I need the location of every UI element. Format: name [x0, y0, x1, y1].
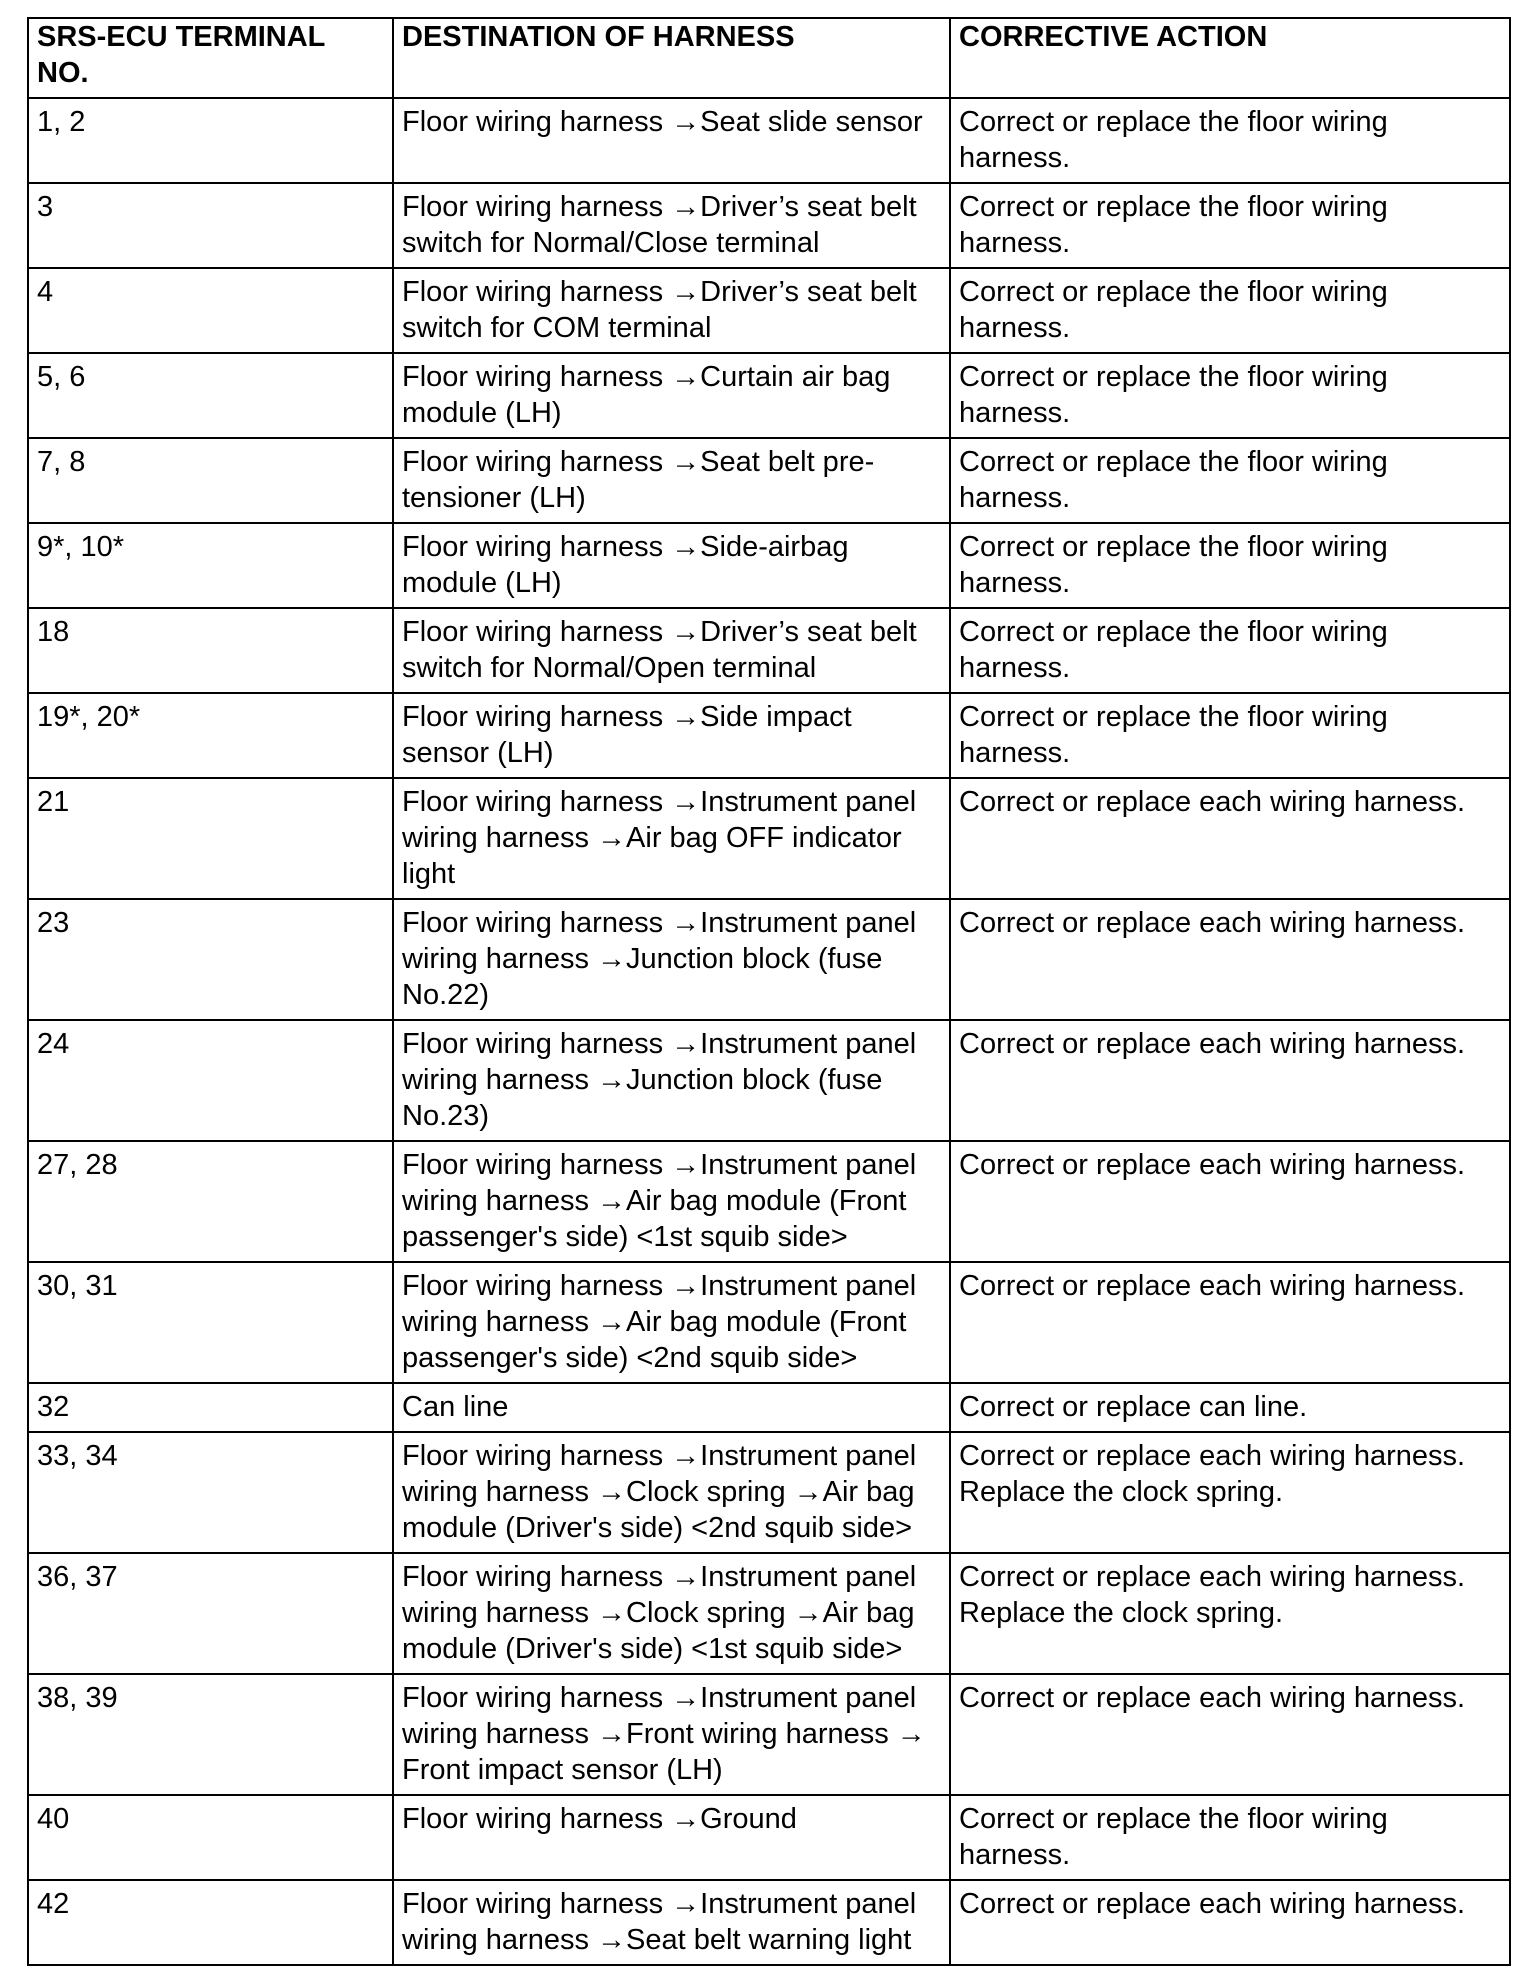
cell-action	[950, 1795, 1510, 1880]
table-row	[28, 899, 1510, 1020]
cell-action	[950, 438, 1510, 523]
cell-destination	[393, 1141, 950, 1262]
cell-destination-text: Floor wiring harness →Instrument panel wiring harness →Junction block (fuse No.22)	[402, 907, 917, 1011]
cell-terminal-text: 24	[37, 1028, 70, 1060]
cell-destination	[393, 183, 950, 268]
cell-destination-text: Floor wiring harness →Driver’s seat belt switch for COM terminal	[402, 276, 917, 344]
cell-terminal	[28, 353, 393, 438]
header-destination-label: DESTINATION OF HARNESS	[402, 21, 795, 53]
cell-action-text: Correct or replace the floor wiring harness.	[959, 701, 1388, 769]
table-row	[28, 1553, 1510, 1674]
cell-action-text: Correct or replace can line.	[959, 1391, 1308, 1423]
cell-terminal-text: 7, 8	[37, 446, 86, 478]
cell-terminal-text: 1, 2	[37, 106, 86, 138]
cell-destination	[393, 438, 950, 523]
cell-destination	[393, 1674, 950, 1795]
cell-action	[950, 693, 1510, 778]
cell-terminal-text: 9*, 10*	[37, 531, 125, 563]
cell-terminal-text: 38, 39	[37, 1682, 118, 1714]
cell-destination-text: Floor wiring harness →Instrument panel wiring harness →Air bag OFF indicator light	[402, 786, 917, 890]
cell-action-text: Correct or replace the floor wiring harness.	[959, 106, 1388, 174]
cell-destination	[393, 1432, 950, 1553]
cell-destination-text: Floor wiring harness →Instrument panel wiring harness →Front wiring harness → Front impact sensor (LH)	[402, 1682, 926, 1786]
cell-action-text: Correct or replace the floor wiring harness.	[959, 446, 1388, 514]
cell-destination	[393, 268, 950, 353]
cell-action	[950, 608, 1510, 693]
cell-terminal	[28, 1262, 393, 1383]
cell-action	[950, 353, 1510, 438]
cell-terminal-text: 42	[37, 1888, 70, 1920]
header-action-label: CORRECTIVE ACTION	[959, 21, 1268, 53]
cell-terminal-text: 18	[37, 616, 70, 648]
cell-destination	[393, 1262, 950, 1383]
cell-terminal	[28, 183, 393, 268]
cell-destination	[393, 1880, 950, 1965]
cell-destination-text: Floor wiring harness →Ground	[402, 1803, 797, 1835]
cell-action	[950, 183, 1510, 268]
cell-terminal	[28, 899, 393, 1020]
cell-destination	[393, 778, 950, 899]
header-destination	[393, 18, 950, 98]
table-row	[28, 183, 1510, 268]
cell-action	[950, 523, 1510, 608]
cell-terminal-text: 32	[37, 1391, 70, 1423]
cell-action	[950, 1262, 1510, 1383]
table-row	[28, 693, 1510, 778]
cell-terminal	[28, 268, 393, 353]
table-row	[28, 98, 1510, 183]
cell-destination-text: Floor wiring harness →Side impact sensor (LH)	[402, 701, 852, 769]
table-body	[28, 98, 1510, 1965]
table-row	[28, 1141, 1510, 1262]
cell-terminal-text: 5, 6	[37, 361, 86, 393]
table-header-row	[28, 18, 1510, 98]
cell-destination	[393, 523, 950, 608]
cell-action	[950, 98, 1510, 183]
cell-destination-text: Can line	[402, 1391, 509, 1423]
table-row	[28, 1020, 1510, 1141]
table-row	[28, 1795, 1510, 1880]
cell-terminal-text: 30, 31	[37, 1270, 118, 1302]
cell-terminal-text: 40	[37, 1803, 70, 1835]
cell-action	[950, 1141, 1510, 1262]
cell-action-text: Correct or replace each wiring harness. Replace the clock spring.	[959, 1561, 1466, 1629]
cell-action-text: Correct or replace each wiring harness.	[959, 1149, 1466, 1181]
header-action	[950, 18, 1510, 98]
cell-action-text: Correct or replace the floor wiring harness.	[959, 616, 1388, 684]
cell-destination	[393, 98, 950, 183]
cell-terminal-text: 4	[37, 276, 54, 308]
header-terminal-label: SRS-ECU TERMINAL NO.	[37, 21, 325, 89]
cell-action-text: Correct or replace each wiring harness.	[959, 1682, 1466, 1714]
cell-action	[950, 268, 1510, 353]
cell-destination	[393, 899, 950, 1020]
cell-terminal-text: 33, 34	[37, 1440, 118, 1472]
cell-terminal	[28, 1020, 393, 1141]
table-row	[28, 778, 1510, 899]
cell-terminal-text: 36, 37	[37, 1561, 118, 1593]
cell-terminal	[28, 778, 393, 899]
cell-action-text: Correct or replace each wiring harness.	[959, 786, 1466, 818]
cell-destination-text: Floor wiring harness →Instrument panel wiring harness →Clock spring →Air bag module (Driver's side) <2nd squib side>	[402, 1440, 917, 1544]
cell-destination	[393, 353, 950, 438]
cell-destination-text: Floor wiring harness →Instrument panel wiring harness →Clock spring →Air bag module (Driver's side) <1st squib side>	[402, 1561, 917, 1665]
cell-action	[950, 1880, 1510, 1965]
cell-destination	[393, 1383, 950, 1432]
cell-destination	[393, 608, 950, 693]
cell-action-text: Correct or replace the floor wiring harness.	[959, 276, 1388, 344]
cell-destination-text: Floor wiring harness →Instrument panel wiring harness →Air bag module (Front passenger's side) <2nd squib side>	[402, 1270, 917, 1374]
cell-action	[950, 1020, 1510, 1141]
table-row	[28, 1383, 1510, 1432]
cell-destination-text: Floor wiring harness →Instrument panel wiring harness →Junction block (fuse No.23)	[402, 1028, 917, 1132]
cell-action	[950, 1553, 1510, 1674]
table-row	[28, 1880, 1510, 1965]
cell-action-text: Correct or replace each wiring harness.	[959, 1270, 1466, 1302]
cell-destination-text: Floor wiring harness →Instrument panel wiring harness →Seat belt warning light	[402, 1888, 917, 1956]
table-row	[28, 608, 1510, 693]
cell-destination	[393, 1553, 950, 1674]
cell-action	[950, 1674, 1510, 1795]
cell-destination-text: Floor wiring harness →Driver’s seat belt switch for Normal/Close terminal	[402, 191, 917, 259]
cell-action	[950, 1383, 1510, 1432]
cell-destination	[393, 1020, 950, 1141]
terminal-table	[27, 17, 1511, 1966]
cell-terminal	[28, 1553, 393, 1674]
cell-action-text: Correct or replace the floor wiring harness.	[959, 191, 1388, 259]
table-row	[28, 268, 1510, 353]
cell-action	[950, 899, 1510, 1020]
cell-destination	[393, 693, 950, 778]
cell-destination-text: Floor wiring harness →Seat slide sensor	[402, 106, 923, 138]
cell-action-text: Correct or replace the floor wiring harness.	[959, 531, 1388, 599]
cell-action-text: Correct or replace each wiring harness.	[959, 907, 1466, 939]
cell-terminal	[28, 1432, 393, 1553]
cell-terminal-text: 23	[37, 907, 70, 939]
table-row	[28, 1674, 1510, 1795]
cell-terminal	[28, 1795, 393, 1880]
cell-terminal	[28, 98, 393, 183]
table-row	[28, 1432, 1510, 1553]
cell-terminal-text: 21	[37, 786, 70, 818]
cell-terminal	[28, 608, 393, 693]
cell-destination-text: Floor wiring harness →Seat belt pre-tensioner (LH)	[402, 446, 875, 514]
table-row	[28, 1262, 1510, 1383]
cell-terminal-text: 3	[37, 191, 54, 223]
cell-action-text: Correct or replace each wiring harness.	[959, 1028, 1466, 1060]
cell-action-text: Correct or replace the floor wiring harness.	[959, 361, 1388, 429]
table-row	[28, 438, 1510, 523]
cell-action-text: Correct or replace each wiring harness.	[959, 1888, 1466, 1920]
cell-terminal-text: 27, 28	[37, 1149, 118, 1181]
cell-terminal	[28, 438, 393, 523]
cell-destination-text: Floor wiring harness →Driver’s seat belt switch for Normal/Open terminal	[402, 616, 917, 684]
cell-terminal	[28, 693, 393, 778]
cell-terminal	[28, 523, 393, 608]
cell-action-text: Correct or replace the floor wiring harness.	[959, 1803, 1388, 1871]
cell-terminal	[28, 1383, 393, 1432]
cell-terminal	[28, 1141, 393, 1262]
cell-terminal-text: 19*, 20*	[37, 701, 141, 733]
header-terminal	[28, 18, 393, 98]
cell-action	[950, 778, 1510, 899]
cell-terminal	[28, 1880, 393, 1965]
table-row	[28, 523, 1510, 608]
cell-destination-text: Floor wiring harness →Curtain air bag module (LH)	[402, 361, 891, 429]
cell-action-text: Correct or replace each wiring harness. Replace the clock spring.	[959, 1440, 1466, 1508]
cell-terminal	[28, 1674, 393, 1795]
cell-destination-text: Floor wiring harness →Instrument panel wiring harness →Air bag module (Front passenger's side) <1st squib side>	[402, 1149, 917, 1253]
cell-destination	[393, 1795, 950, 1880]
cell-action	[950, 1432, 1510, 1553]
table-row	[28, 353, 1510, 438]
cell-destination-text: Floor wiring harness →Side-airbag module (LH)	[402, 531, 849, 599]
